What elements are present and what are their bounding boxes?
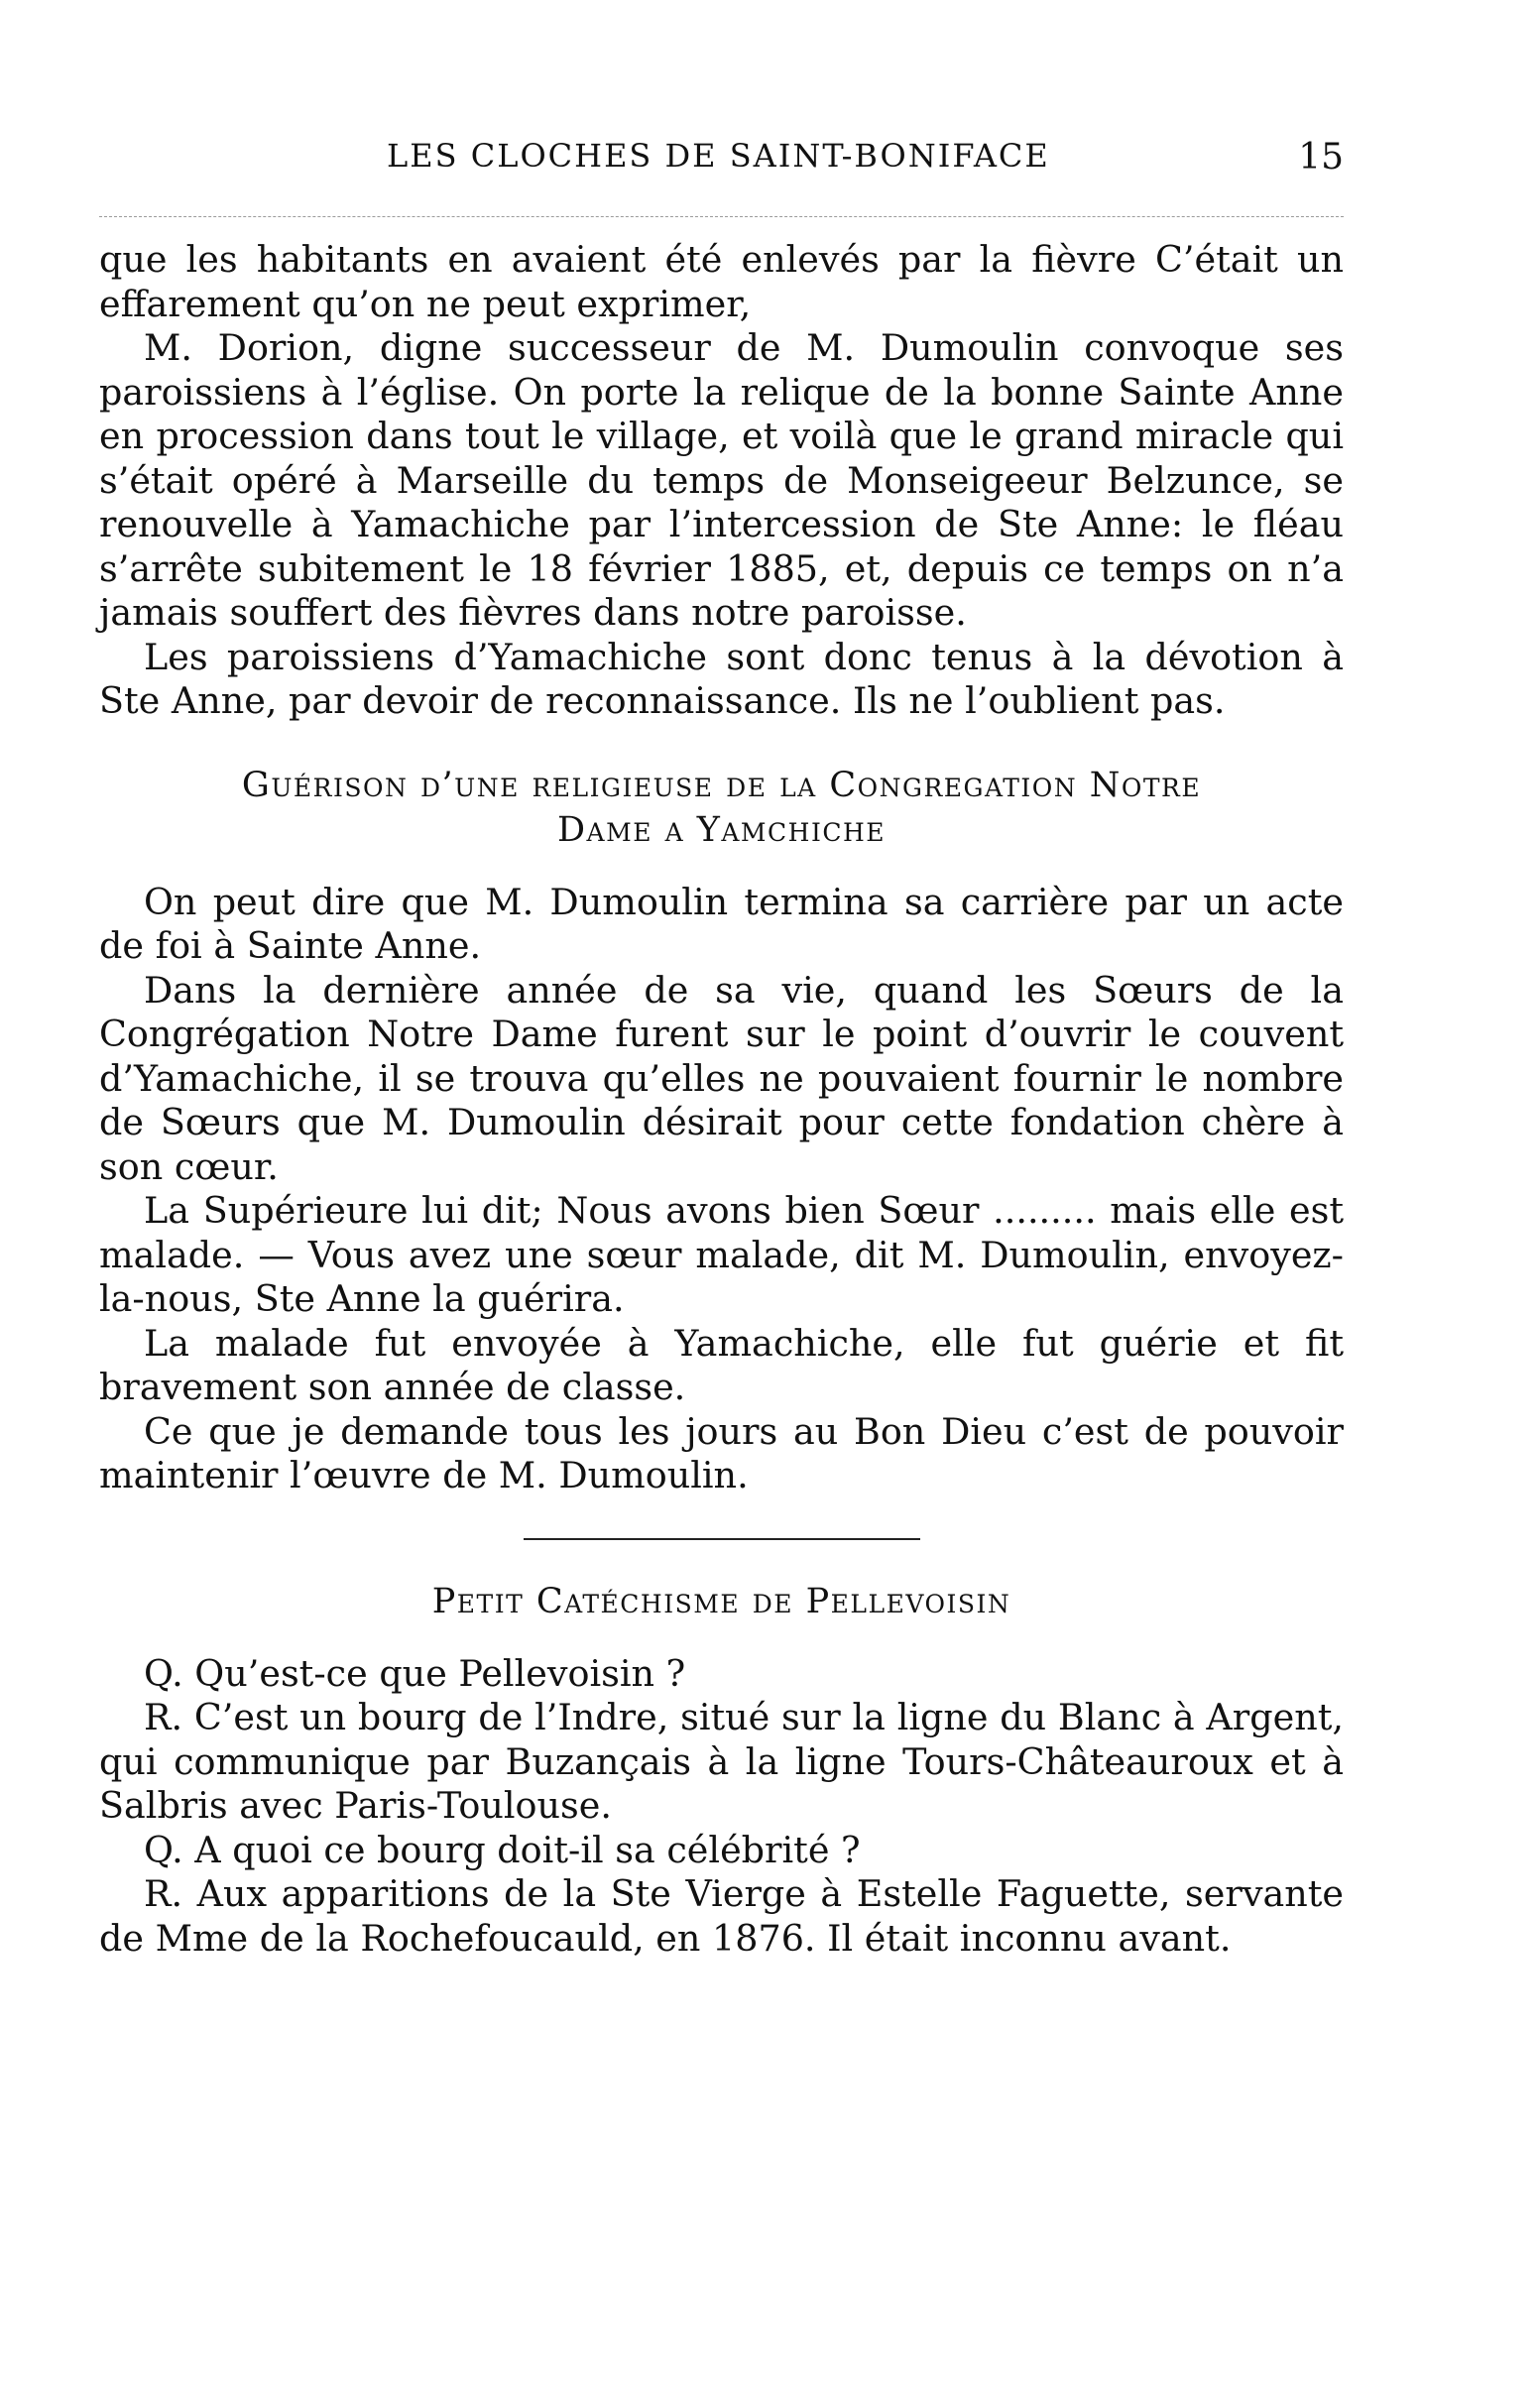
question: Q. Qu’est-ce que Pellevoisin ? bbox=[144, 1651, 686, 1695]
header-rule bbox=[99, 216, 1344, 217]
paragraph: On peut dire que M. Dumoulin termina sa carrière par un acte de foi à Sainte Anne. bbox=[99, 880, 1344, 967]
section-divider bbox=[524, 1538, 920, 1540]
paragraph: La malade fut envoyée à Yamachiche, elle fut guérie et fit bravement son année de classe. bbox=[99, 1321, 1344, 1408]
section-heading-line: Dame a Yamchiche bbox=[556, 809, 886, 850]
question: Q. A quoi ce bourg doit-il sa célébrité ? bbox=[144, 1828, 861, 1871]
running-header bbox=[99, 137, 1344, 196]
paragraph: M. Dorion, digne successeur de M. Dumoulin convoque ses paroissiens à l’église. On porte la relique de la bonne Sainte Anne en procession dans tout le village, et voilà que le grand miracle qui s’était opéré à Marseille du temps de Monseigeeur Belzunce, se renouvelle à Yamachiche par l’intercession de Ste Anne: le fléau s’arrête subitement le 18 février 1885, et, depuis ce temps on n’a jamais souffert des fièvres dans notre paroisse. bbox=[99, 326, 1344, 634]
page-body bbox=[99, 238, 1344, 1961]
answer: R. C’est un bourg de l’Indre, situé sur la ligne du Blanc à Argent, qui communique par Buzançais à la ligne Tours-Châteauroux et à Salbris avec Paris-Toulouse. bbox=[99, 1696, 1344, 1827]
paragraph: Dans la dernière année de sa vie, quand les Sœurs de la Congrégation Notre Dame furent sur le point d’ouvrir le couvent d’Yamachiche, il se trouva qu’elles ne pouvaient fournir le nombre de Sœurs que M. Dumoulin désirait pour cette fondation chère à son cœur. bbox=[99, 968, 1344, 1188]
paragraph-continuation: que les habitants en avaient été enlevés par la fièvre C’était un effarement qu’on ne peut exprimer, bbox=[99, 238, 1344, 325]
section-heading-line: Guérison d’une religieuse de la Congregation Notre bbox=[241, 765, 1202, 805]
paragraph: Les paroissiens d’Yamachiche sont donc tenus à la dévotion à Ste Anne, par devoir de reconnaissance. Ils ne l’oublient pas. bbox=[99, 635, 1344, 722]
answer: R. Aux apparitions de la Ste Vierge à Estelle Faguette, servante de Mme de la Rochefoucauld, en 1876. Il était inconnu avant. bbox=[99, 1872, 1344, 1960]
paragraph: Ce que je demande tous les jours au Bon Dieu c’est de pouvoir maintenir l’œuvre de M. Dumoulin. bbox=[99, 1409, 1344, 1496]
section-heading-guerison bbox=[99, 764, 1344, 853]
paragraph: La Supérieure lui dit; Nous avons bien Sœur ......... mais elle est malade. — Vous avez une sœur malade, dit M. Dumoulin, envoyez-la-nous, Ste Anne la guérira. bbox=[99, 1189, 1344, 1320]
catechism-qa bbox=[99, 1652, 1344, 1962]
page-number: 15 bbox=[1298, 137, 1344, 178]
running-title: LES CLOCHES DE SAINT-BONIFACE bbox=[387, 137, 1050, 175]
section-heading-catechisme: Petit Catéchisme de Pellevoisin bbox=[431, 1581, 1011, 1621]
